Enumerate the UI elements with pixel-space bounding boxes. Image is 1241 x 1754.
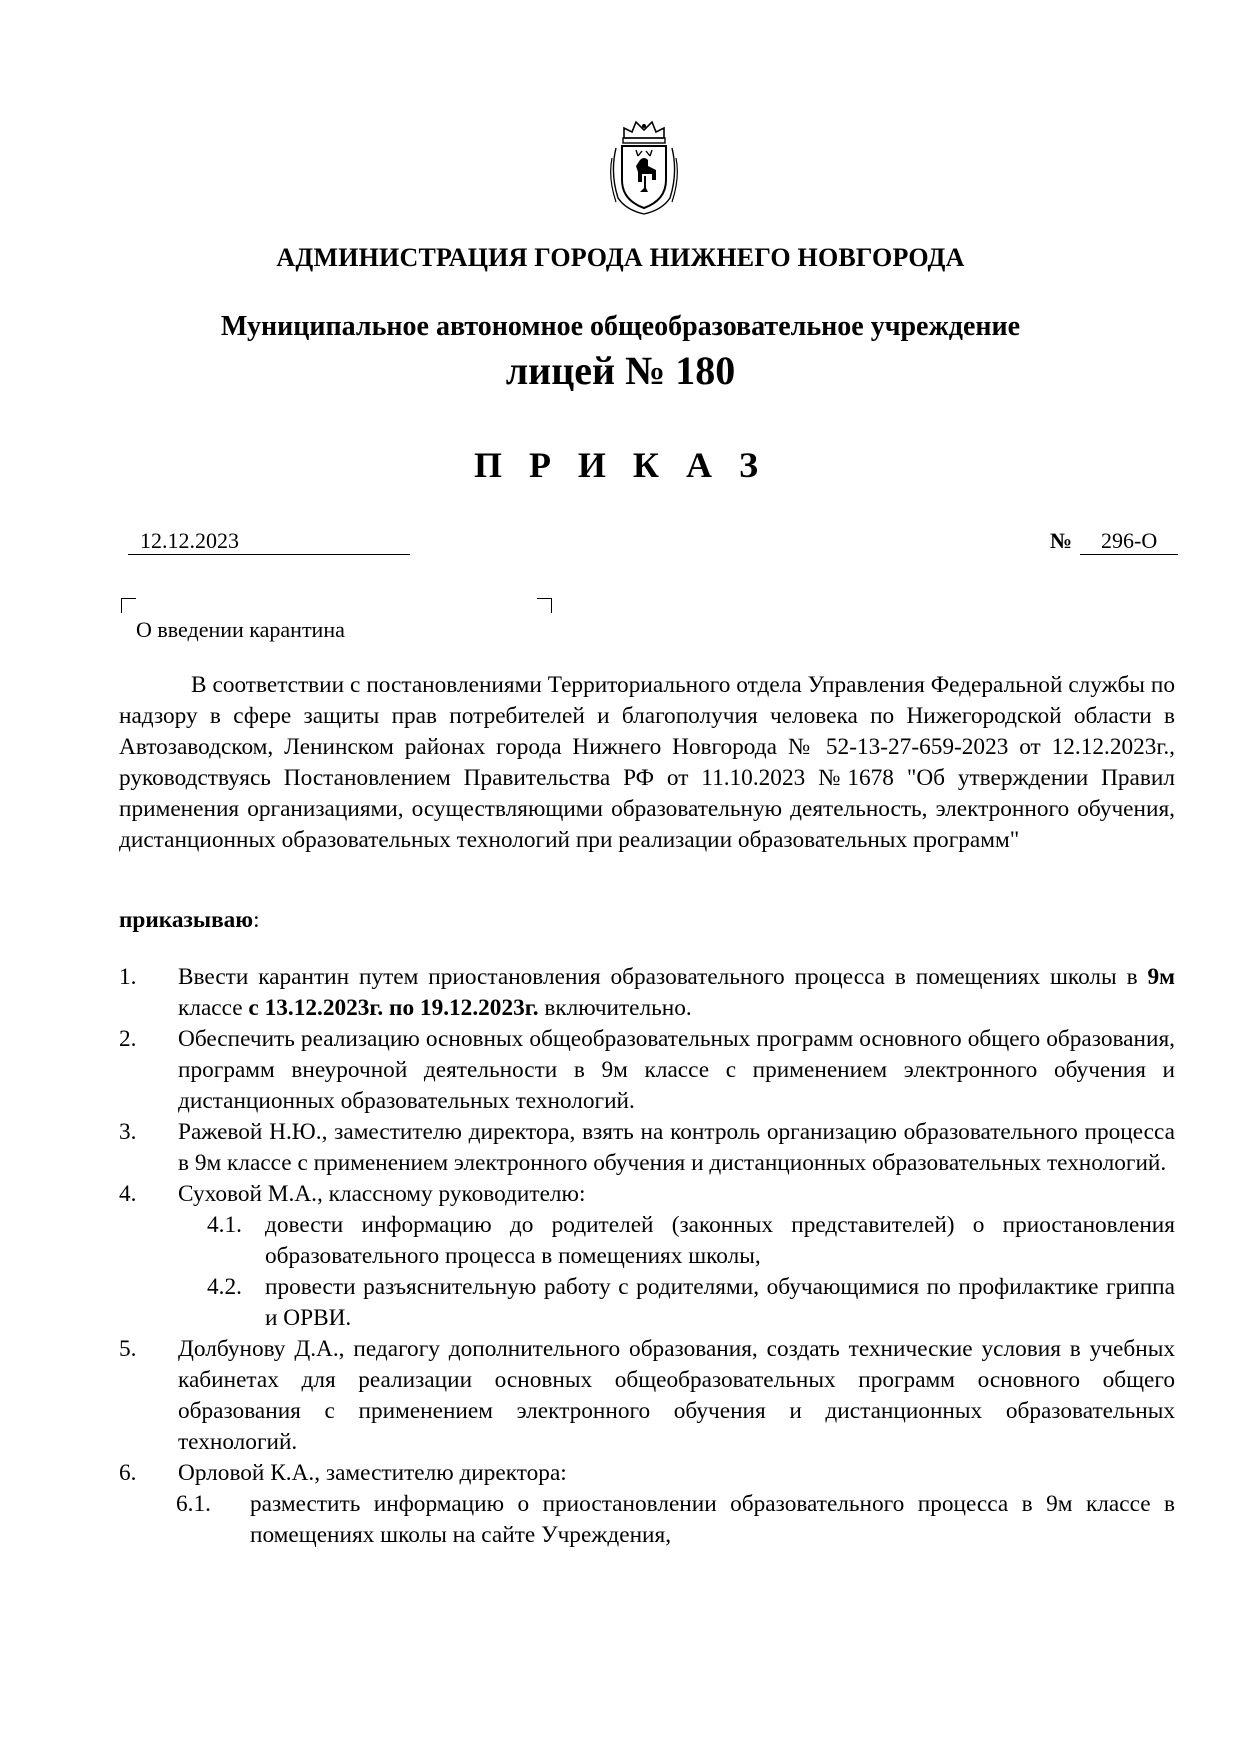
- sub-item-number: 4.1.: [207, 1212, 242, 1238]
- item-dates-bold: с 13.12.2023г. по 19.12.2023г.: [248, 995, 539, 1021]
- list-item: [119, 962, 1175, 1024]
- item-number: 2.: [119, 1026, 137, 1052]
- preamble-paragraph: В соответствии с постановлениями Территориального отдела Управления Федеральной службы по надзору в сфере защиты прав потребителей и благополучия человека по Нижегородской области в Автозаводском, Ленинском районах города Нижнего Новгорода № 52-13-27-659-2023 от 12.12.2023г., руководствуясь Постановлением Правительства РФ от 11.10.2023 №1678 "Об утверждении Правил применения организациями, осуществляющими образовательную деятельность, электронного обучения, дистанционных образовательных технологий при реализации образовательных программ": [119, 672, 1175, 853]
- list-item: [119, 1458, 1175, 1489]
- institution-name: Муниципальное автономное общеобразовательное учреждение: [220, 311, 1021, 342]
- list-item: [119, 1024, 1175, 1117]
- item-number: 5.: [119, 1336, 137, 1362]
- item-number: 1.: [119, 964, 137, 990]
- list-item: [119, 1179, 1175, 1210]
- sub-item-text: разместить информацию о приостановлении образовательного процесса в 9м классе в помещениях школы на сайте Учреждения,: [250, 1491, 1175, 1548]
- item-text: включительно.: [538, 995, 692, 1021]
- sub-item-number: 4.2.: [207, 1274, 242, 1300]
- sub-item-number: 6.1.: [176, 1491, 211, 1517]
- coat-of-arms-icon: [606, 118, 682, 218]
- item-text: классе: [178, 995, 249, 1021]
- subject-corner-left: [121, 598, 136, 613]
- order-date-field: [128, 528, 410, 555]
- order-number: 296-О: [1080, 528, 1178, 555]
- sub-item-text: провести разъяснительную работу с родителями, обучающимися по профилактике гриппа и ОРВИ.: [265, 1274, 1175, 1331]
- order-word-bold: приказываю: [119, 907, 254, 933]
- item-class-bold: 9м: [1147, 964, 1175, 990]
- order-word-colon: :: [253, 907, 260, 933]
- item-text: Ввести карантин путем приостановления образовательного процесса в помещениях школы в: [178, 964, 1148, 990]
- item-text: Суховой М.А., классному руководителю:: [178, 1181, 586, 1207]
- item-text: Долбунову Д.А., педагогу дополнительного образования, создать технические условия в учебных кабинетах для реализации основных общеобразовательных программ основного общего образования с применением электронного обучения и дистанционных образовательных технологий.: [178, 1336, 1175, 1455]
- list-item: [119, 1334, 1175, 1458]
- item-text: Обеспечить реализацию основных общеобразовательных программ основного общего образования, программ внеурочной деятельности в 9м классе с применением электронного обучения и дистанционных образовательных технологий.: [178, 1026, 1175, 1114]
- item-text: Ражевой Н.Ю., заместителю директора, взять на контроль организацию образовательного процесса в 9м классе с применением электронного обучения и дистанционных образовательных технологий.: [178, 1119, 1175, 1176]
- item-number: 4.: [119, 1181, 137, 1207]
- sub-item: [119, 1272, 1175, 1334]
- order-number-field: [1050, 528, 1178, 555]
- item-number: 6.: [119, 1460, 137, 1486]
- order-subject: О введении карантина: [136, 617, 345, 642]
- order-date: 12.12.2023: [140, 528, 239, 553]
- number-sign: №: [1050, 528, 1073, 553]
- item-number: 3.: [119, 1119, 137, 1145]
- subject-corner-right: [537, 598, 552, 613]
- institution-number: лицей № 180: [505, 348, 736, 393]
- administration-name: АДМИНИСТРАЦИЯ ГОРОДА НИЖНЕГО НОВГОРОДА: [276, 243, 965, 272]
- sub-item-text: довести информацию до родителей (законных представителей) о приостановления образовательного процесса в помещениях школы,: [265, 1212, 1175, 1269]
- list-item: [119, 1117, 1175, 1179]
- document-title: П Р И К А З: [473, 445, 768, 485]
- sub-item: [119, 1210, 1175, 1272]
- order-word: [119, 905, 1175, 936]
- order-items-list: [119, 962, 1175, 1551]
- sub-item: [119, 1489, 1175, 1551]
- item-text: Орловой К.А., заместителю директора:: [178, 1460, 567, 1486]
